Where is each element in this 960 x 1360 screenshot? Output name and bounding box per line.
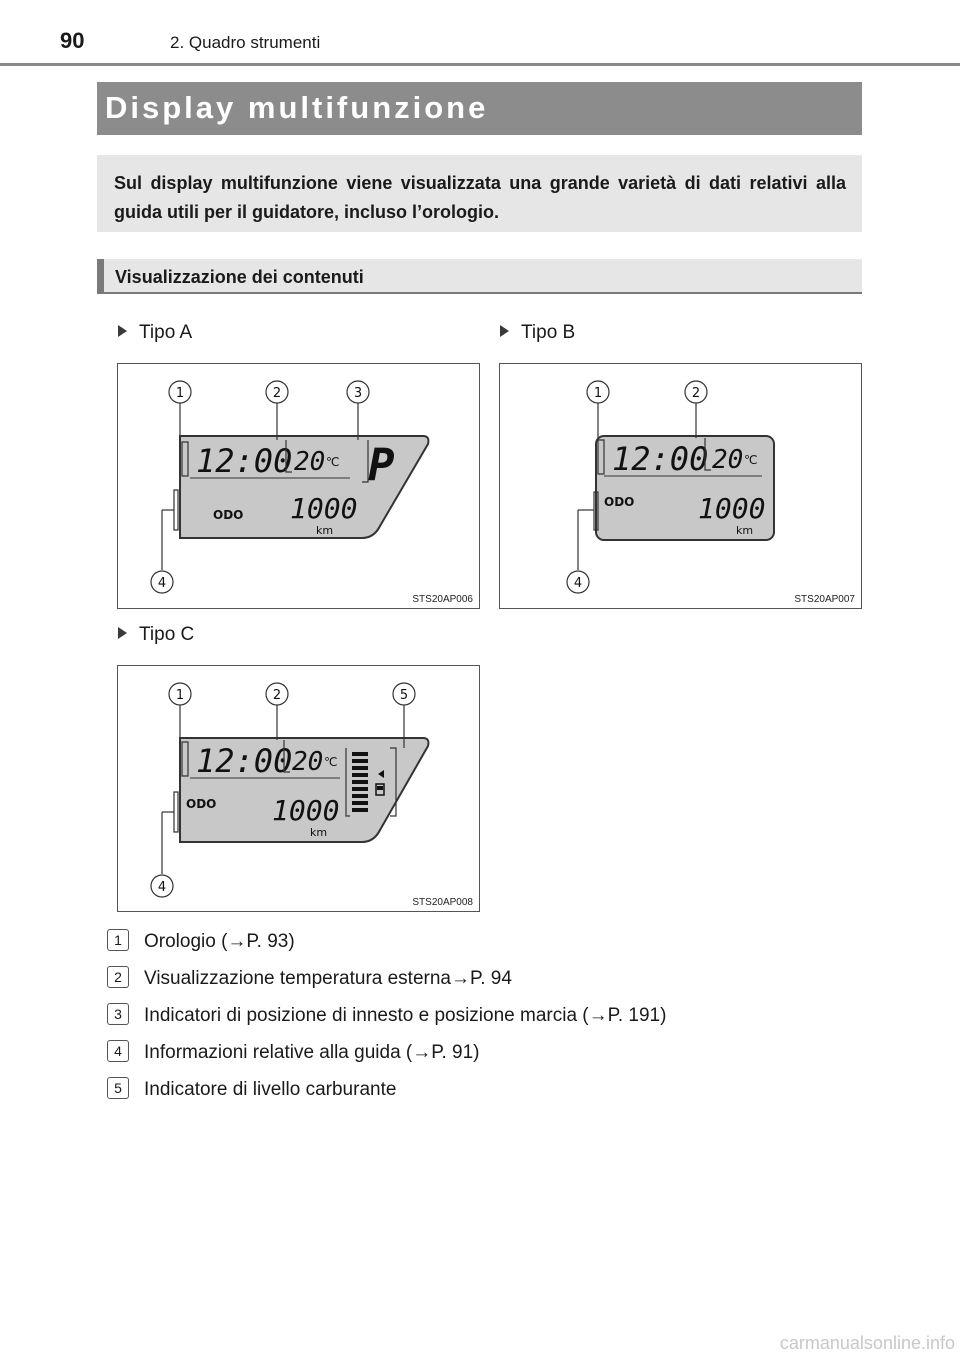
callout-1-label: 1 — [593, 386, 603, 401]
callout-1-label: 1 — [175, 386, 185, 401]
lcd-temp: 20 — [712, 445, 744, 475]
number-badge: 5 — [107, 1077, 129, 1099]
lcd-odo-label: ODO — [604, 495, 635, 509]
lcd-temp: 20 — [292, 747, 324, 777]
lcd-odometer: 1000 — [272, 794, 340, 827]
figure-code: STS20AP008 — [412, 897, 473, 908]
figure-type-a — [117, 363, 480, 609]
type-a-label-text: Tipo A — [139, 322, 193, 343]
figure-code: STS20AP006 — [412, 594, 473, 605]
intro-box — [97, 155, 862, 232]
lcd-odo-label: ODO — [213, 508, 244, 522]
callout-3-label: 3 — [353, 386, 363, 401]
lcd-odometer: 1000 — [290, 492, 358, 525]
callout-2-label: 2 — [691, 386, 701, 401]
title-bar — [97, 82, 862, 135]
legend-text: Orologio (→P. 93) — [144, 931, 295, 952]
type-c-label-text: Tipo C — [139, 624, 195, 645]
lcd-diagram-type-a — [118, 364, 481, 610]
lcd-odometer: 1000 — [698, 492, 766, 525]
number-badge: 3 — [107, 1003, 129, 1025]
lcd-gear: P — [368, 440, 395, 491]
lcd-distance-unit: km — [736, 524, 754, 537]
callout-1-label: 1 — [175, 688, 185, 703]
lcd-clock: 12:00 — [612, 440, 709, 478]
lcd-temp-unit: ℃ — [324, 755, 338, 769]
triangle-bullet-icon — [500, 325, 509, 337]
lcd-temp-unit: ℃ — [744, 453, 758, 467]
figure-code: STS20AP007 — [794, 594, 855, 605]
lcd-temp: 20 — [294, 447, 326, 477]
lcd-temp-unit: ℃ — [326, 455, 340, 469]
callout-2-label: 2 — [272, 688, 282, 703]
page-title: Display multifunzione — [105, 90, 489, 125]
page-number: 90 — [60, 28, 85, 53]
legend-text: Visualizzazione temperatura esterna→P. 94 — [144, 968, 512, 989]
legend-text: Indicatore di livello carburante — [144, 1079, 397, 1100]
number-badge: 4 — [107, 1040, 129, 1062]
lcd-clock: 12:00 — [196, 442, 293, 480]
callout-5-label: 5 — [399, 688, 409, 703]
figure-type-c — [117, 665, 480, 912]
section-title: Visualizzazione dei contenuti — [115, 267, 364, 287]
section-bar — [97, 259, 862, 294]
chapter-title: 2. Quadro strumenti — [170, 33, 321, 52]
type-b-label — [500, 322, 575, 344]
callout-4-label: 4 — [157, 880, 167, 895]
triangle-bullet-icon — [118, 627, 127, 639]
lcd-clock: 12:00 — [196, 742, 293, 780]
figure-type-b — [499, 363, 862, 609]
lcd-distance-unit: km — [310, 826, 328, 839]
intro-text: Sul display multifunzione viene visualizzata una grande varietà di dati relativi alla guida utili per il guidatore, incluso l’orologio. — [114, 173, 846, 222]
callout-2-label: 2 — [272, 386, 282, 401]
lcd-diagram-type-c — [118, 666, 481, 913]
legend-text: Indicatori di posizione di innesto e posizione marcia (→P. 191) — [144, 1005, 667, 1026]
legend-text: Informazioni relative alla guida (→P. 91) — [144, 1042, 480, 1063]
type-a-label — [118, 322, 192, 344]
watermark: carmanualsonline.info — [779, 1333, 955, 1353]
lcd-odo-label: ODO — [186, 797, 217, 811]
lcd-distance-unit: km — [316, 524, 334, 537]
callout-4-label: 4 — [157, 576, 167, 591]
type-b-label-text: Tipo B — [521, 322, 576, 343]
number-badge: 1 — [107, 929, 129, 951]
callout-4-label: 4 — [573, 576, 583, 591]
number-badge: 2 — [107, 966, 129, 988]
triangle-bullet-icon — [118, 325, 127, 337]
header-rule — [0, 63, 960, 66]
type-c-label — [118, 624, 194, 646]
lcd-diagram-type-b — [500, 364, 863, 610]
